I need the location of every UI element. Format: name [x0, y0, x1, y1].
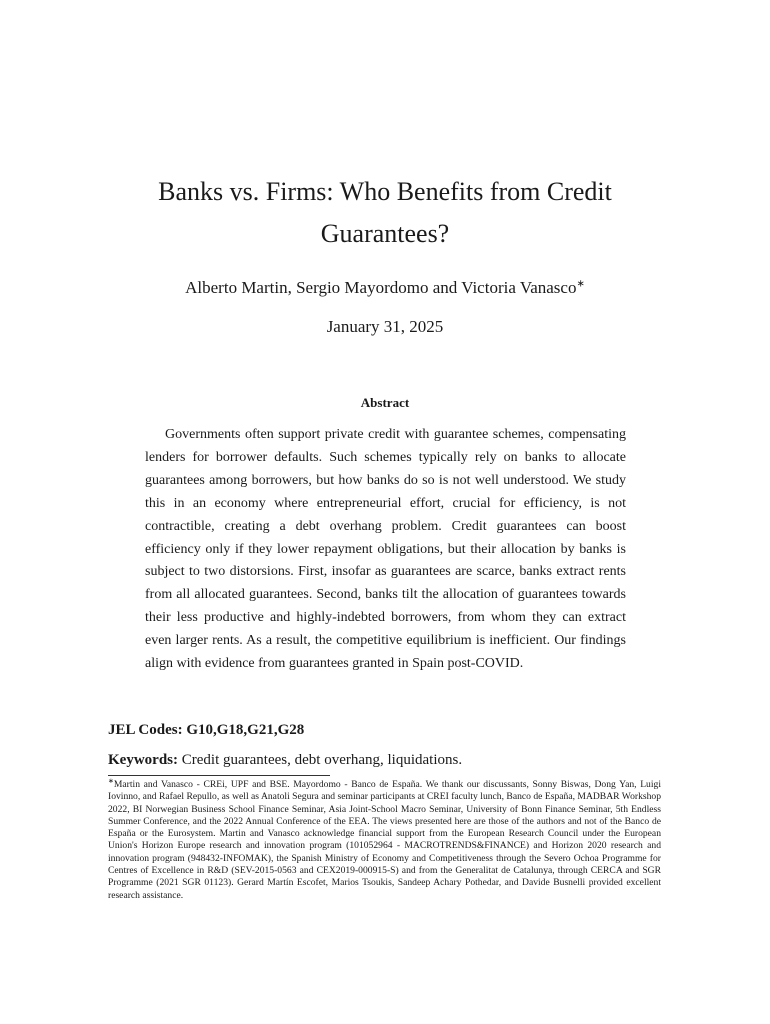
- keywords-text: Credit guarantees, debt overhang, liquidations.: [178, 752, 463, 768]
- author-list: [90, 277, 680, 299]
- authors-text: Alberto Martin, Sergio Mayordomo and Victoria Vanasco: [185, 278, 577, 297]
- footnote-mark: ∗: [108, 776, 114, 785]
- footnote-text: Martin and Vanasco - CREi, UPF and BSE. Mayordomo - Banco de España. We thank our discussants, Sonny Biswas, Dong Yan, Luigi Iovinno, and Rafael Repullo, as well as Anatoli Segura and seminar participants at CREI faculty lunch, Banco de España, MADBAR Workshop 2022, BI Norwegian Business School Finance Seminar, Asia Joint-School Macro Seminar, University of Bonn Finance Seminar, 5th Endless Summer Conference, and the 2022 Annual Conference of the EEA. The views presented here are those of the authors and not of the Banco de España or the Eurosystem. Martin and Vanasco acknowledge financial support from the European Research Council under the European Union's Horizon Europe research and innovation program (101052964 - MACROTRENDS&FINANCE) and Horizon 2020 research and innovation program (948432-INFOMAK), the Spanish Ministry of Economy and Competitiveness through the Severo Ochoa Programme for Centres of Excellence in R&D (SEV-2015-0563 and CEX2019-000915-S) and from the Generalitat de Catalunya, through CERCA and SGR Programme (2021 SGR 01123). Gerard Martín Escofet, Marios Tsoukis, Sandeep Achary Pothedar, and Davide Busnelli provided excellent research assistance.: [108, 779, 661, 901]
- abstract-text: Governments often support private credit with guarantee schemes, compensating lenders for borrower defaults. Such schemes typically rely on banks to allocate guarantees among borrowers, but how banks do so is not well understood. We study this in an economy where entrepreneurial effort, crucial for efficiency, is not contractible, creating a debt overhang problem. Credit guarantees can boost efficiency only if they lower repayment obligations, but their allocation by banks is subject to two distorsions. First, insofar as guarantees are scarce, banks extract rents from all allocated guarantees. Second, banks tilt the allocation of guarantees towards their less productive and highly-indebted borrowers, from whom they can extract even larger rents. As a result, the competitive equilibrium is inefficient. Our findings align with evidence from guarantees granted in Spain post-COVID.: [145, 427, 626, 672]
- paper-title-line-1: Banks vs. Firms: Who Benefits from Credit: [158, 177, 612, 206]
- paper-date: January 31, 2025: [326, 317, 444, 336]
- keywords-label: Keywords:: [108, 752, 178, 768]
- jel-codes: JEL Codes: G10,G18,G21,G28: [108, 722, 305, 738]
- footnote-divider: [108, 775, 330, 776]
- footnote: [108, 776, 661, 902]
- abstract-heading: Abstract: [360, 395, 410, 410]
- paper-title-line-2: Guarantees?: [320, 219, 450, 248]
- keywords-line: [108, 750, 462, 770]
- author-footnote-mark: ∗: [576, 278, 585, 290]
